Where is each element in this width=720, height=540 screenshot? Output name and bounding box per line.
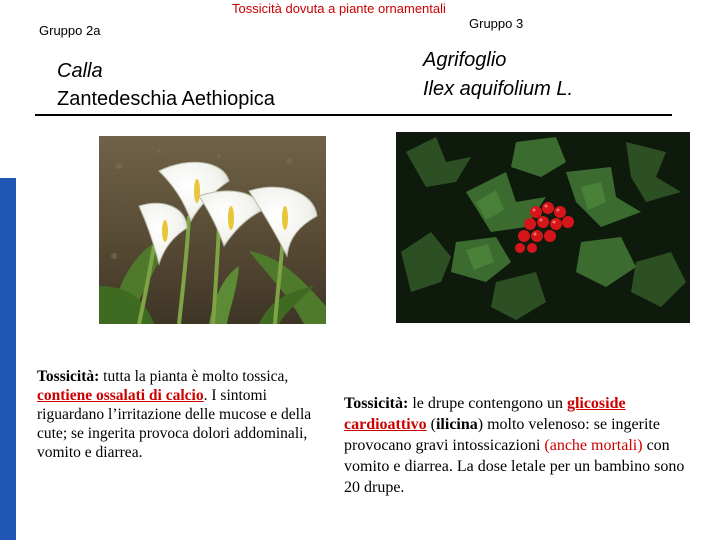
plant-common-name-right: Agrifoglio [423,49,507,71]
calla-toxicity-description [37,367,322,462]
toxicity-label-left: Tossicità: [37,368,100,385]
holly-text-4: con vomito e diarrea. La dose letale per un bambino sono 20 drupe. [344,437,685,496]
holly-highlight-mortal: (anche mortali) [544,437,643,454]
side-bar-top [0,0,16,178]
plant-latin-name-left: Zantedeschia Aethiopica [57,88,275,110]
group-label-left: Gruppo 2a [39,23,101,38]
side-bar-bottom [0,178,16,540]
holly-highlight-glycoside: glicoside cardioattivo [344,395,626,433]
plant-common-name-left: Calla [57,60,103,82]
calla-text-1: tutta la pianta è molto tossica, [99,368,289,385]
holly-bold-term: ilicina [435,416,478,433]
calla-highlight: contiene ossalati di calcio [37,387,204,404]
holly-toxicity-description [344,393,699,498]
header-divider [35,114,672,116]
side-accent-bar [0,0,16,540]
group-label-right: Gruppo 3 [469,16,524,31]
calla-lily-photo [99,136,326,324]
holly-text-3: ) molto velenoso: se ingerite provocano gravi intossicazioni [344,416,660,454]
plant-latin-name-right: Ilex aquifolium L. [423,78,574,100]
slide-title: Tossicità dovuta a piante ornamentali [232,1,446,16]
holly-photo [396,132,690,323]
calla-text-2: . I sintomi riguardano l’irritazione delle mucose e della cute; se ingerita provoca dolori addominali, vomito e diarrea. [37,387,312,461]
toxicity-label-right: Tossicità: [344,395,409,412]
holly-text-2: ( [426,416,436,433]
holly-text-1: le drupe contengono un [408,395,567,412]
